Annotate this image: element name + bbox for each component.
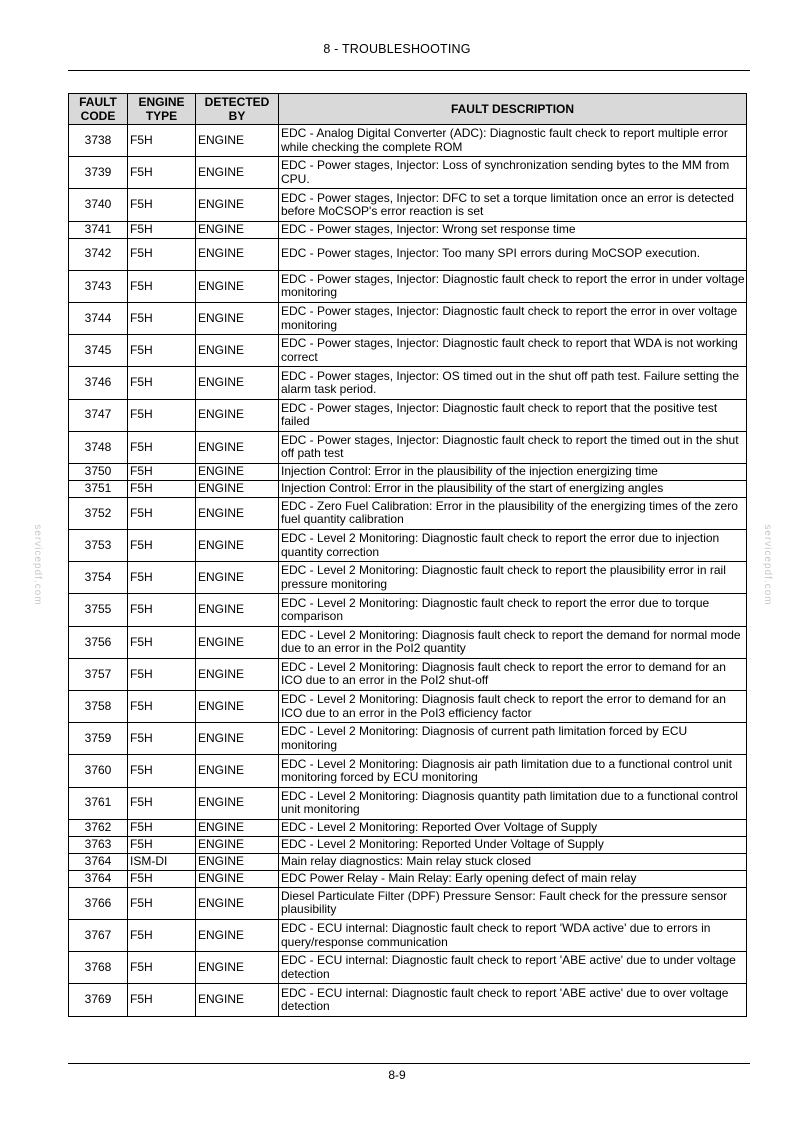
fault-code-cell: 3764 [69,853,128,870]
detected-by-cell: ENGINE [196,399,279,431]
detected-by-cell: ENGINE [196,480,279,497]
table-row [69,530,747,562]
detected-by-cell: ENGINE [196,594,279,626]
table-row [69,755,747,787]
engine-type-cell: F5H [128,984,196,1016]
watermark-left: servicepdf.com [32,524,44,606]
detected-by-cell: ENGINE [196,819,279,836]
fault-code-cell: 3739 [69,157,128,189]
detected-by-cell: ENGINE [196,755,279,787]
engine-type-cell: F5H [128,125,196,157]
table-row [69,497,747,529]
detected-by-cell: ENGINE [196,157,279,189]
engine-type-cell: F5H [128,658,196,690]
detected-by-cell: ENGINE [196,125,279,157]
table-row [69,189,747,221]
table-row [69,658,747,690]
fault-code-cell: 3748 [69,431,128,463]
table-row [69,952,747,984]
fault-description-cell: EDC - Power stages, Injector: Diagnostic fault check to report that the positive test failed [279,399,747,431]
fault-code-cell: 3753 [69,530,128,562]
fault-description-cell: EDC - ECU internal: Diagnostic fault check to report 'ABE active' due to over voltage detection [279,984,747,1016]
fault-code-cell: 3754 [69,562,128,594]
engine-type-cell: F5H [128,497,196,529]
detected-by-cell: ENGINE [196,723,279,755]
fault-description-cell: Injection Control: Error in the plausibility of the injection energizing time [279,463,747,480]
fault-description-cell: EDC - Level 2 Monitoring: Reported Under Voltage of Supply [279,836,747,853]
fault-code-cell: 3762 [69,819,128,836]
fault-code-cell: 3763 [69,836,128,853]
fault-code-cell: 3768 [69,952,128,984]
engine-type-cell: F5H [128,221,196,238]
engine-type-cell: F5H [128,919,196,951]
fault-code-cell: 3757 [69,658,128,690]
fault-description-cell: Diesel Particulate Filter (DPF) Pressure Sensor: Fault check for the pressure sensor plausibility [279,887,747,919]
detected-by-cell: ENGINE [196,497,279,529]
detected-by-cell: ENGINE [196,853,279,870]
fault-description-cell: EDC - Zero Fuel Calibration: Error in the plausibility of the energizing times of the zero fuel quantity calibration [279,497,747,529]
fault-description-cell: EDC - Level 2 Monitoring: Diagnostic fault check to report the error due to injection quantity correction [279,530,747,562]
engine-type-cell: F5H [128,530,196,562]
engine-type-cell: F5H [128,626,196,658]
detected-by-cell: ENGINE [196,887,279,919]
table-row [69,399,747,431]
detected-by-cell: ENGINE [196,626,279,658]
engine-type-cell: F5H [128,367,196,399]
fault-description-cell: Main relay diagnostics: Main relay stuck closed [279,853,747,870]
table-row [69,870,747,887]
detected-by-cell: ENGINE [196,836,279,853]
fault-code-cell: 3751 [69,480,128,497]
fault-description-cell: EDC - Level 2 Monitoring: Diagnosis fault check to report the error to demand for an ICO due to an error in the PoI2 shut-off [279,658,747,690]
fault-code-cell: 3744 [69,302,128,334]
table-row [69,270,747,302]
watermark-right: servicepdf.com [762,524,774,606]
fault-table-body [69,125,747,1017]
fault-code-cell: 3761 [69,787,128,819]
detected-by-cell: ENGINE [196,658,279,690]
engine-type-cell: F5H [128,270,196,302]
fault-code-cell: 3756 [69,626,128,658]
fault-description-cell: EDC - Level 2 Monitoring: Diagnostic fault check to report the error due to torque comparison [279,594,747,626]
engine-type-cell: F5H [128,723,196,755]
fault-code-cell: 3740 [69,189,128,221]
engine-type-cell: F5H [128,431,196,463]
fault-code-cell: 3743 [69,270,128,302]
engine-type-cell: F5H [128,480,196,497]
engine-type-cell: F5H [128,335,196,367]
page-header-title: 8 - TROUBLESHOOTING [323,42,471,56]
detected-by-cell: ENGINE [196,984,279,1016]
fault-code-cell: 3752 [69,497,128,529]
detected-by-cell: ENGINE [196,691,279,723]
fault-description-cell: EDC - Level 2 Monitoring: Diagnosis of current path limitation forced by ECU monitoring [279,723,747,755]
fault-description-cell: EDC - Power stages, Injector: Diagnostic fault check to report the error in under voltage monitoring [279,270,747,302]
table-row [69,836,747,853]
detected-by-cell: ENGINE [196,302,279,334]
table-row [69,480,747,497]
fault-code-cell: 3746 [69,367,128,399]
fault-description-cell: EDC - Level 2 Monitoring: Diagnosis fault check to report the error to demand for an ICO due to an error in the PoI3 efficiency factor [279,691,747,723]
fault-code-cell: 3760 [69,755,128,787]
engine-type-cell: F5H [128,870,196,887]
table-row [69,463,747,480]
table-row [69,335,747,367]
fault-code-cell: 3758 [69,691,128,723]
fault-code-cell: 3764 [69,870,128,887]
fault-description-cell: EDC - Level 2 Monitoring: Diagnosis air path limitation due to a functional control unit monitoring forced by ECU monitoring [279,755,747,787]
engine-type-cell: F5H [128,787,196,819]
table-row [69,984,747,1016]
engine-type-cell: F5H [128,691,196,723]
table-row [69,238,747,270]
detected-by-cell: ENGINE [196,335,279,367]
table-row [69,819,747,836]
engine-type-cell: F5H [128,189,196,221]
engine-type-cell: F5H [128,594,196,626]
header-rule [68,70,750,71]
fault-code-cell: 3750 [69,463,128,480]
fault-description-cell: EDC - Power stages, Injector: Loss of synchronization sending bytes to the MM from CPU. [279,157,747,189]
table-row [69,626,747,658]
column-header-fault-code: FAULT CODE [69,94,128,125]
fault-description-cell: EDC - Level 2 Monitoring: Reported Over Voltage of Supply [279,819,747,836]
column-header-engine-type: ENGINE TYPE [128,94,196,125]
engine-type-cell: F5H [128,399,196,431]
fault-description-cell: EDC - Level 2 Monitoring: Diagnosis fault check to report the demand for normal mode due to an error in the PoI2 quantity [279,626,747,658]
fault-description-cell: EDC - Power stages, Injector: DFC to set a torque limitation once an error is detected before MoCSOP's error reaction is set [279,189,747,221]
fault-code-cell: 3759 [69,723,128,755]
fault-description-cell: EDC - Power stages, Injector: OS timed out in the shut off path test. Failure setting the alarm task period. [279,367,747,399]
table-header-row [69,94,747,125]
fault-code-cell: 3755 [69,594,128,626]
engine-type-cell: F5H [128,302,196,334]
column-header-fault-description: FAULT DESCRIPTION [279,94,747,125]
table-row [69,157,747,189]
detected-by-cell: ENGINE [196,189,279,221]
table-row [69,302,747,334]
fault-description-cell: EDC - Analog Digital Converter (ADC): Diagnostic fault check to report multiple error while checking the complete ROM [279,125,747,157]
fault-code-cell: 3742 [69,238,128,270]
engine-type-cell: F5H [128,157,196,189]
fault-description-cell: EDC - ECU internal: Diagnostic fault check to report 'WDA active' due to errors in query/response communication [279,919,747,951]
fault-description-cell: EDC - ECU internal: Diagnostic fault check to report 'ABE active' due to under voltage detection [279,952,747,984]
detected-by-cell: ENGINE [196,367,279,399]
detected-by-cell: ENGINE [196,238,279,270]
fault-code-cell: 3738 [69,125,128,157]
table-row [69,919,747,951]
detected-by-cell: ENGINE [196,221,279,238]
table-row [69,787,747,819]
detected-by-cell: ENGINE [196,530,279,562]
fault-description-cell: EDC Power Relay - Main Relay: Early opening defect of main relay [279,870,747,887]
fault-code-cell: 3769 [69,984,128,1016]
fault-code-cell: 3745 [69,335,128,367]
table-row [69,887,747,919]
engine-type-cell: F5H [128,952,196,984]
fault-description-cell: EDC - Power stages, Injector: Diagnostic fault check to report that WDA is not working correct [279,335,747,367]
engine-type-cell: F5H [128,463,196,480]
table-row [69,367,747,399]
fault-code-cell: 3741 [69,221,128,238]
fault-code-table [68,93,747,1017]
fault-code-cell: 3766 [69,887,128,919]
table-row [69,691,747,723]
fault-description-cell: EDC - Level 2 Monitoring: Diagnosis quantity path limitation due to a functional control unit monitoring [279,787,747,819]
table-row [69,221,747,238]
fault-description-cell: EDC - Power stages, Injector: Diagnostic fault check to report the error in over voltage monitoring [279,302,747,334]
table-row [69,125,747,157]
detected-by-cell: ENGINE [196,952,279,984]
fault-description-cell: EDC - Power stages, Injector: Wrong set response time [279,221,747,238]
fault-code-cell: 3747 [69,399,128,431]
engine-type-cell: F5H [128,819,196,836]
engine-type-cell: F5H [128,887,196,919]
table-row [69,562,747,594]
detected-by-cell: ENGINE [196,463,279,480]
detected-by-cell: ENGINE [196,919,279,951]
engine-type-cell: F5H [128,755,196,787]
engine-type-cell: F5H [128,836,196,853]
table-row [69,723,747,755]
engine-type-cell: ISM-DI [128,853,196,870]
fault-description-cell: Injection Control: Error in the plausibility of the start of energizing angles [279,480,747,497]
fault-description-cell: EDC - Level 2 Monitoring: Diagnostic fault check to report the plausibility error in rail pressure monitoring [279,562,747,594]
fault-description-cell: EDC - Power stages, Injector: Diagnostic fault check to report the timed out in the shut off path test [279,431,747,463]
detected-by-cell: ENGINE [196,431,279,463]
fault-code-cell: 3767 [69,919,128,951]
engine-type-cell: F5H [128,562,196,594]
column-header-detected-by: DETECTED BY [196,94,279,125]
detected-by-cell: ENGINE [196,870,279,887]
footer-rule [68,1063,750,1064]
detected-by-cell: ENGINE [196,562,279,594]
table-row [69,431,747,463]
fault-description-cell: EDC - Power stages, Injector: Too many SPI errors during MoCSOP execution. [279,238,747,270]
table-row [69,594,747,626]
engine-type-cell: F5H [128,238,196,270]
table-row [69,853,747,870]
detected-by-cell: ENGINE [196,270,279,302]
detected-by-cell: ENGINE [196,787,279,819]
page-number: 8-9 [388,1068,406,1082]
